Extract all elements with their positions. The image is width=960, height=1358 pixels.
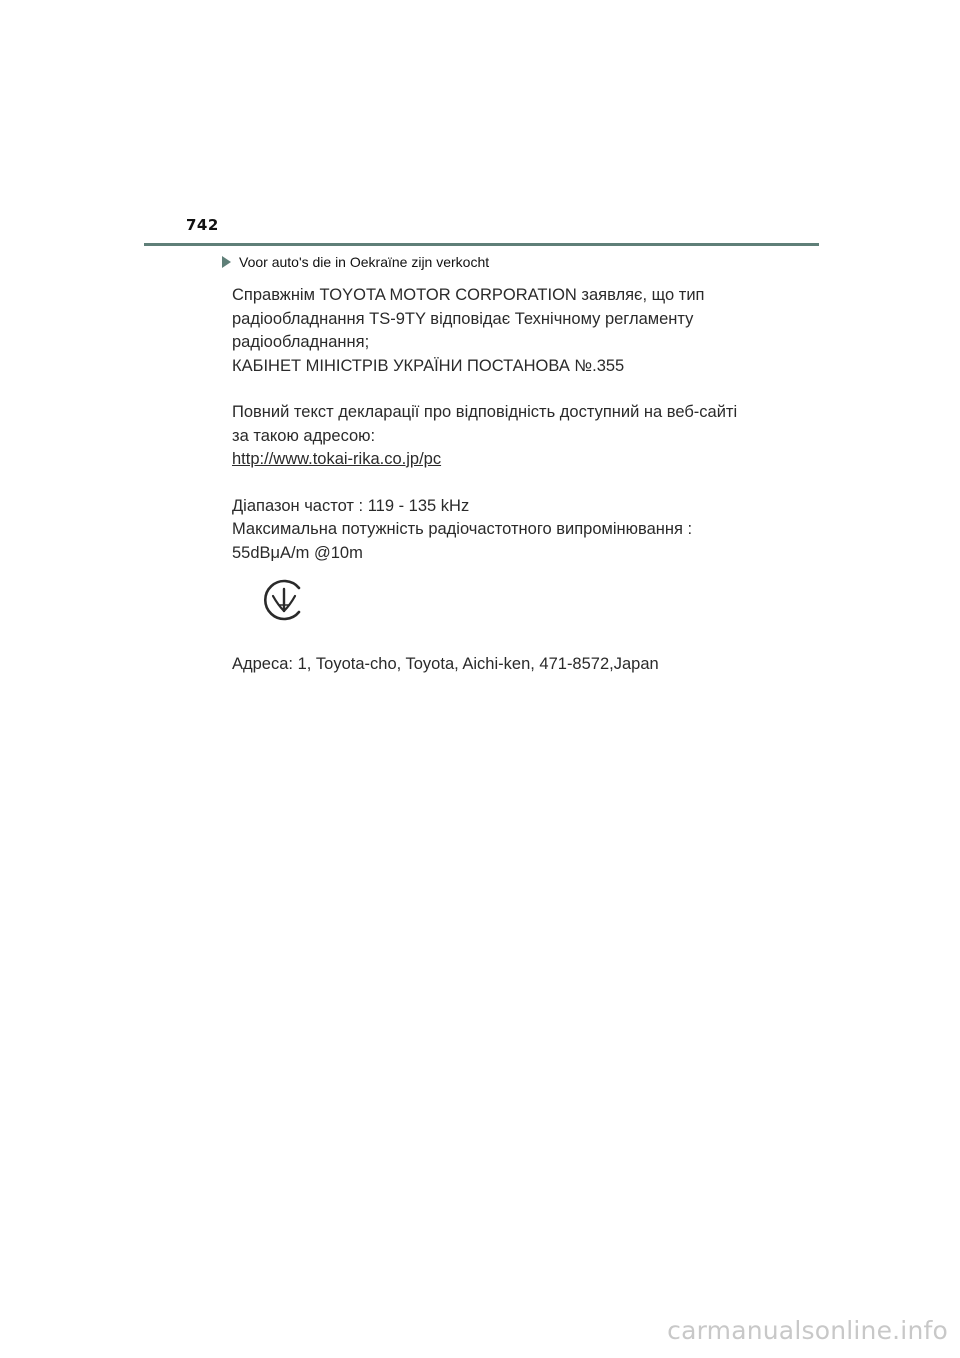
triangle-right-icon xyxy=(222,256,231,268)
page-number: 742 xyxy=(186,216,219,234)
spacer xyxy=(232,472,752,495)
declaration-line-6: за такою адресою: xyxy=(232,426,376,445)
declaration-line-2: радіообладнання TS-9TY відповідає Технічному регламенту xyxy=(232,309,694,328)
declaration-line-5: Повний текст декларації про відповідність доступний на веб-сайті xyxy=(232,403,738,421)
max-power-label: Максимальна потужність радіочастотного випромінювання : xyxy=(232,520,693,538)
declaration-line-3: радіообладнання; xyxy=(232,333,370,351)
ukrainian-conformity-mark-icon xyxy=(259,575,309,625)
watermark: carmanualsonline.info xyxy=(667,1316,948,1345)
frequency-range: Діапазон частот : 119 - 135 kHz xyxy=(232,496,470,515)
max-power-value: 55dBμA/m @10m xyxy=(232,543,363,562)
spacer xyxy=(232,378,752,401)
declaration-line-4: КАБІНЕТ МІНІСТРІВ УКРАЇНИ ПОСТАНОВА №.355 xyxy=(232,356,625,375)
declaration-link[interactable]: http://www.tokai-rika.co.jp/pc xyxy=(232,450,442,468)
declaration-block xyxy=(232,284,752,565)
declaration-line-1: Справжнім TOYOTA MOTOR CORPORATION заявляє, що тип xyxy=(232,286,705,304)
header-divider xyxy=(144,243,819,246)
section-heading xyxy=(222,254,489,270)
section-heading-text: Voor auto's die in Oekraïne zijn verkocht xyxy=(239,254,490,270)
manufacturer-address: Адреса: 1, Toyota-cho, Toyota, Aichi-ken, 471-8572,Japan xyxy=(232,655,659,673)
